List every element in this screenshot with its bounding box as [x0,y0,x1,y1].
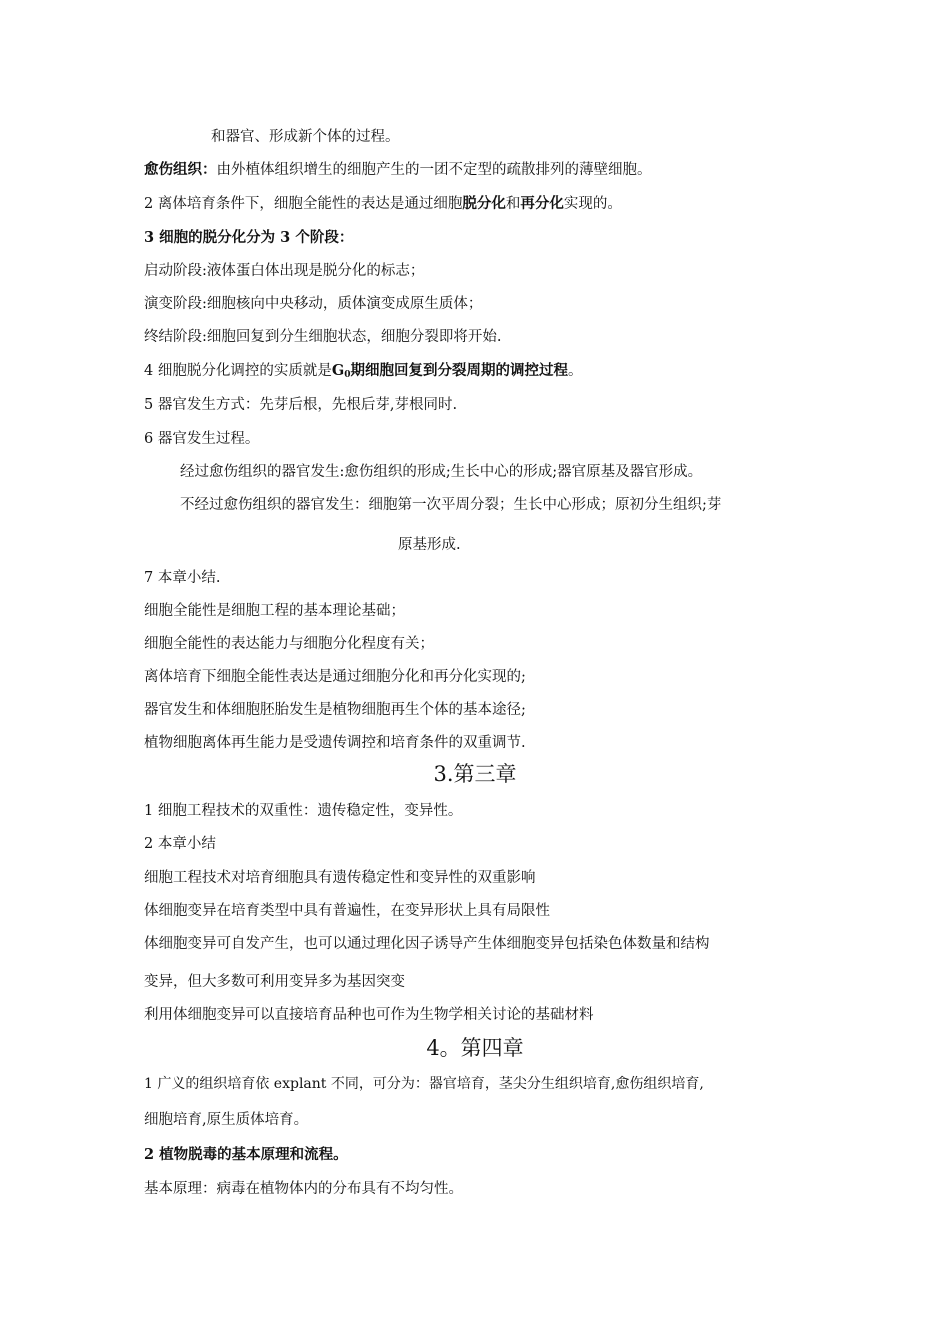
section-title: 2 植物脱毒的基本原理和流程。 [144,1146,348,1163]
text-line: 经过愈伤组织的器官发生:愈伤组织的形成;生长中心的形成;器官原基及器官形成。 [180,464,703,480]
text-line: 7 本章小结. [144,570,221,586]
text-line: 细胞全能性的表达能力与细胞分化程度有关； [144,636,434,652]
text-line [144,361,830,385]
text-segment: 。 [568,363,583,379]
chapter-heading: 3.第三章 [433,762,517,786]
text-line [144,194,830,214]
term-label: 愈伤组织： [144,161,217,178]
keyword: 脱分化 [462,195,506,212]
definition-callus [144,160,830,180]
text-line: 和器官、形成新个体的过程。 [211,129,400,145]
text-line: 5 器官发生方式：先芽后根，先根后芽,芽根同时. [144,397,458,413]
text-line: 启动阶段:液体蛋白体出现是脱分化的标志； [144,263,425,279]
text-segment: 实现的。 [563,196,622,212]
text-segment: 和 [505,196,521,212]
text-line: 变异，但大多数可利用变异多为基因突变 [144,974,405,990]
text-line: 植物细胞离体再生能力是受遗传调控和培育条件的双重调节. [144,735,526,751]
text-line: 器官发生和体细胞胚胎发生是植物细胞再生个体的基本途径; [144,702,526,718]
keyword: 期细胞回复到分裂周期的调控过程 [350,362,568,379]
text-line: 1 细胞工程技术的双重性：遗传稳定性，变异性。 [144,803,463,819]
text-line: 体细胞变异可自发产生，也可以通过理化因子诱导产生体细胞变异包括染色体数量和结构 [144,936,710,952]
text-line: 细胞培育,原生质体培育。 [144,1112,309,1128]
text-line: 1 广义的组织培育依 explant 不同，可分为：器官培育，茎尖分生组织培育,愈伤组织培育, [144,1076,704,1092]
text-line: 基本原理：病毒在植物体内的分布具有不均匀性。 [144,1181,463,1197]
keyword: 再分化 [520,195,564,212]
text-line: 6 器官发生过程。 [144,431,260,447]
text-line: 终结阶段:细胞回复到分生细胞状态，细胞分裂即将开始. [144,329,502,345]
text-segment: 2 离体培育条件下，细胞全能性的表达是通过细胞 [144,196,463,212]
section-title: 3 细胞的脱分化分为 3 个阶段： [144,229,354,246]
text-line: 演变阶段:细胞核向中央移动，质体演变成原生质体； [144,296,483,312]
term-definition: 由外植体组织增生的细胞产生的一团不定型的疏散排列的薄壁细胞。 [216,162,652,178]
text-line: 细胞工程技术对培育细胞具有遗传稳定性和变异性的双重影响 [144,870,536,886]
text-line: 离体培育下细胞全能性表达是通过细胞分化和再分化实现的; [144,669,526,685]
chapter-heading: 4。第四章 [426,1036,524,1060]
text-line: 利用体细胞变异可以直接培育品种也可作为生物学相关讨论的基础材料 [144,1007,594,1023]
subscript: 0 [344,370,351,380]
text-line: 不经过愈伤组织的器官发生：细胞第一次平周分裂；生长中心形成；原初分生组织;芽 [180,497,722,513]
text-segment: 4 细胞脱分化调控的实质就是 [144,363,332,379]
text-line: 2 本章小结 [144,836,216,852]
text-line: 细胞全能性是细胞工程的基本理论基础； [144,603,405,619]
keyword: G [331,362,345,379]
text-line: 体细胞变异在培育类型中具有普遍性，在变异形状上具有局限性 [144,903,550,919]
text-line: 原基形成. [398,537,461,553]
